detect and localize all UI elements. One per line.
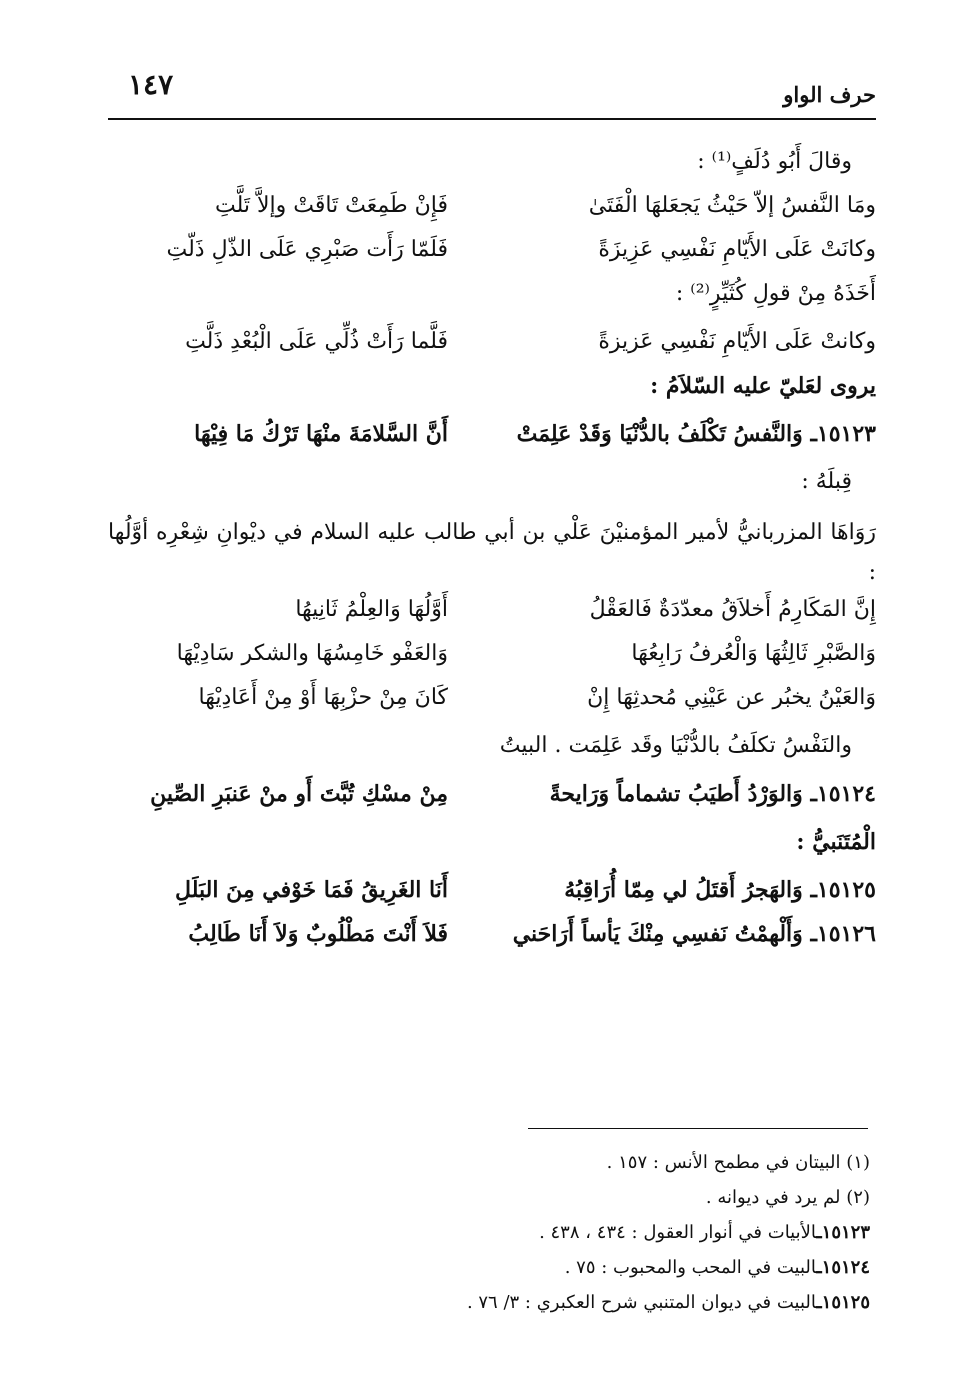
verse-row — [108, 777, 876, 825]
verse-first-hemistich: ١٥١٢٤ـ وَالوَرْدُ أَطيَبُ تشماماً وَرَايحةً — [549, 781, 876, 807]
verse-first-hemistich: وَالصَّبْرِ ثَالِثُهَا وَالْعُرفُ رَابِعُهَا — [631, 641, 876, 666]
footnote-number: ١٥١٢٤ـ — [816, 1257, 870, 1278]
footnote — [108, 1215, 870, 1250]
page-number: ١٤٧ — [128, 68, 174, 101]
intro-line: وقالَ أَبُو دُلَفٍ⁽¹⁾ : — [697, 149, 852, 174]
text-line — [108, 729, 876, 777]
verse-row — [108, 873, 876, 917]
verse-row — [108, 189, 876, 233]
page-header — [108, 62, 876, 120]
footnote-text: الأبيات في أنوار العقول : ٤٣٤ ، ٤٣٨ . — [539, 1222, 817, 1243]
header-rule — [108, 118, 876, 120]
verse-second-hemistich: فَلَمّا رَأَت صَبْرِي عَلَى الذّلِ ذَلّتِ — [166, 237, 448, 262]
footnote — [108, 1285, 870, 1320]
footnote — [108, 1250, 870, 1285]
verse-row — [108, 593, 876, 637]
verse-row — [108, 681, 876, 729]
text-line — [108, 825, 876, 873]
footnote-text: البيت في المحب والمحبوب : ٧٥ . — [564, 1257, 817, 1278]
text-line — [108, 277, 876, 325]
verse-reference-line: والنَفْسُ تكلَفُ بالدُّنْيَا وقَد عَلِمَت . البيتُ — [499, 733, 852, 758]
footnote — [108, 1145, 870, 1180]
footnote — [108, 1180, 870, 1215]
verse-second-hemistich: وَالعَفْو خَامِسُهَا والشكر سَادِيْهَا — [176, 641, 448, 666]
chapter-title: حرف الواو — [783, 82, 876, 107]
verse-row — [108, 917, 876, 961]
verse-first-hemistich: وكانتْ عَلَى الأَيّامِ نَفْسِي عَزيزةً — [598, 329, 876, 354]
verse-first-hemistich: إِنَّ المَكَارِمُ أَخلاَقُ معدّدَةٌ فَالعَقْلُ — [589, 597, 876, 622]
verse-first-hemistich: وكانَتْ عَلَى الأَيّامِ نَفْسِي عَزِيزَةً — [598, 237, 876, 262]
verse-first-hemistich: وَالعَيْنُ يخبُر عن عَيْنِي مُحدثِهَا إِنْ — [587, 685, 876, 710]
intro-line: قِبلَهُ : — [801, 469, 852, 494]
verse-second-hemistich: فَإِنْ طَمِعَتْ تَاقَتْ وإلاَّ تَلَّتِ — [214, 193, 448, 218]
verse-first-hemistich: ١٥١٢٥ـ وَالهَجرُ أَقتَلُ لي مِمّا أُرَاقِبُهُ — [564, 877, 876, 903]
verse-second-hemistich: فَلَّما رَأَتْ ذُلِّي عَلَى الْبُعْدِ ذَلَّتِ — [185, 329, 448, 354]
footnote-text: (١) البيتان في مطمح الأنس : ١٥٧ . — [606, 1152, 870, 1173]
verse-second-hemistich: مِنْ مسْكِ تُبَّتَ أَو منْ عَنبَرِ الصِّينِ — [150, 781, 448, 807]
verse-row — [108, 233, 876, 277]
verse-first-hemistich: ومَا النَّفسُ إلاّ حَيْثُ يَجعَلهَا الْفَتَىٰ — [588, 193, 876, 218]
text-line — [108, 465, 876, 509]
attribution-line: الْمُتَنَبيُّ : — [796, 829, 876, 855]
prose-text: رَوَاهَا المزربانيُّ لأمير المؤمنيْنَ عَلْي بن أبي طالب عليه السلام في ديْوانِ شِعْرِه أوَّلُها : — [108, 520, 876, 585]
text-line — [108, 369, 876, 417]
verse-first-hemistich: ١٥١٢٣ـ وَالنَّفسُ تَكْلَفُ بالدُّنْيَا وَقَدْ عَلِمَتْ — [516, 421, 876, 447]
verse-row — [108, 325, 876, 369]
prose-paragraph — [108, 509, 876, 593]
footnote-text: البيت في ديوان المتنبي شرح العكبري : ٣/ ٧٦ . — [466, 1292, 817, 1313]
verse-second-hemistich: فَلاَ أَنْتَ مَطْلُوبٌ وَلاَ أَنَا طَالِبُ — [188, 921, 448, 947]
verse-second-hemistich: كَانَ مِنْ حزْبِهَا أَوْ مِنْ أَعَادِيْهَا — [198, 685, 448, 710]
verse-second-hemistich: أَنَا الغَرِيقُ فَمَا خَوْفي مِنَ البَلَلِ — [175, 877, 448, 903]
verse-second-hemistich: أَوَّلُهَا وَالعِلْمُ ثَانِيهُا — [295, 597, 448, 622]
intro-line: أَخَذَهُ مِنْ قولِ كُثَيِّرٍ⁽²⁾ : — [675, 281, 876, 306]
page-body — [108, 145, 876, 961]
text-line — [108, 145, 876, 189]
verse-row — [108, 417, 876, 465]
footnote-rule — [528, 1128, 868, 1129]
footnote-text: (٢) لم يرد في ديوانه . — [705, 1187, 870, 1208]
attribution-line: يروى لعَليّ عليه السّلاَمُ : — [650, 373, 876, 399]
footnotes — [108, 1145, 870, 1320]
verse-row — [108, 637, 876, 681]
footnote-number: ١٥١٢٥ـ — [816, 1292, 870, 1313]
verse-second-hemistich: أَنَّ السَّلامَةَ منْهَا تَرْكُ مَا فِيْهَا — [194, 421, 448, 447]
verse-first-hemistich: ١٥١٢٦ـ وَأَلْهمْتُ نَفسِي مِنْكَ يَأساً أَرَاحَني — [512, 921, 876, 947]
footnote-number: ١٥١٢٣ـ — [816, 1222, 870, 1243]
